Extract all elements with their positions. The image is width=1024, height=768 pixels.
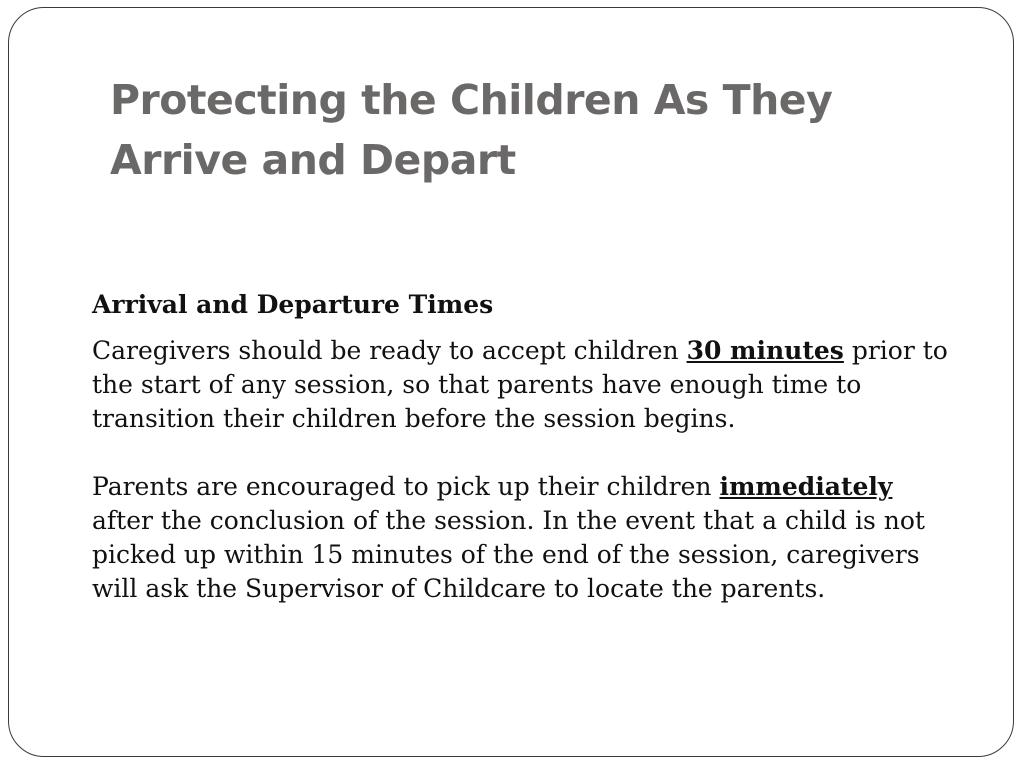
paragraph-departure [92, 470, 952, 606]
paragraph-arrival-text-after: prior to the start of any session, so that parents have enough time to transition their children before the session begins. [92, 336, 948, 433]
paragraph-spacer [92, 436, 952, 470]
slide-title: Protecting the Children As They Arrive and Depart [110, 76, 833, 184]
section-subheading: Arrival and Departure Times [92, 290, 494, 319]
paragraph-arrival [92, 334, 952, 436]
paragraph-arrival-text-before: Caregivers should be ready to accept children [92, 336, 687, 365]
paragraph-arrival-emphasis: 30 minutes [686, 336, 844, 365]
paragraph-departure-emphasis: immediately [719, 472, 893, 501]
paragraph-departure-text-after: after the conclusion of the session. In the event that a child is not picked up within 15 minutes of the end of the session, caregivers will ask the Supervisor of Childcare to locate the parents. [92, 506, 925, 603]
paragraph-departure-text-before: Parents are encouraged to pick up their children [92, 472, 720, 501]
slide-body [92, 288, 952, 606]
